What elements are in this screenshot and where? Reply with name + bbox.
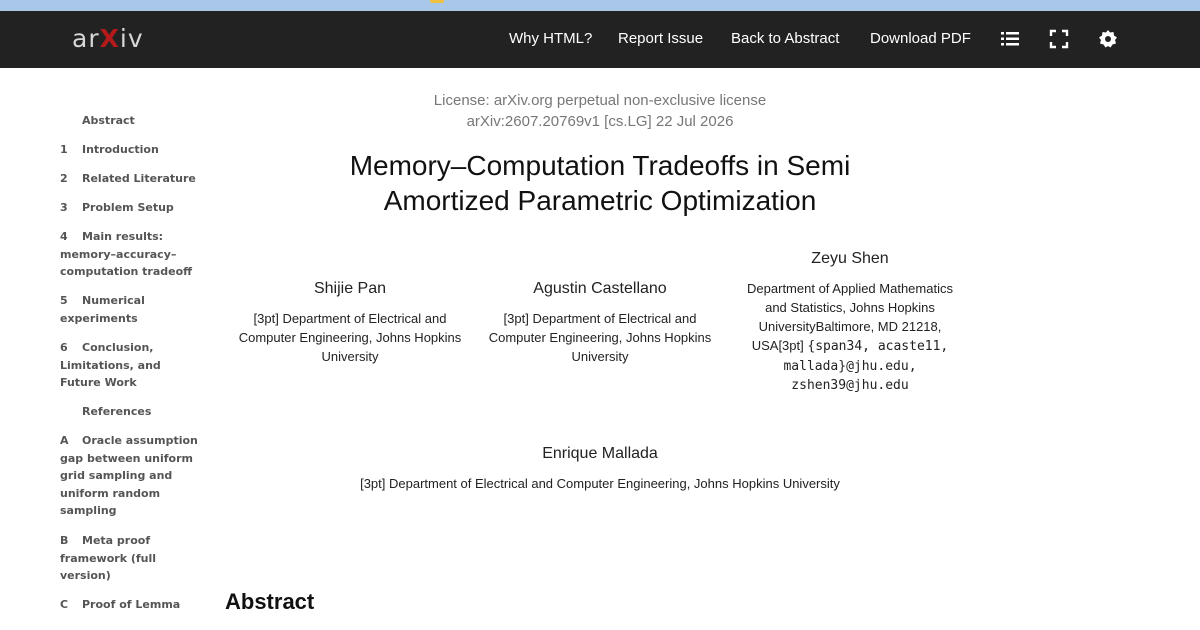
- toc-item-conclusion[interactable]: [60, 339, 200, 392]
- toc-number: 1: [60, 143, 68, 156]
- author-affiliation: [3pt] Department of Electrical and Computer Engineering, Johns Hopkins University: [238, 311, 462, 364]
- arxiv-logo[interactable]: [72, 24, 144, 53]
- toc-label: Abstract: [82, 114, 135, 127]
- banner-text: [430, 0, 448, 6]
- toc-item-appendix-b[interactable]: [60, 532, 200, 585]
- navbar: [0, 11, 1200, 68]
- toc-item-appendix-c[interactable]: [60, 596, 200, 614]
- author-name: Agustin Castellano: [533, 280, 667, 297]
- toc-label: Proof of Lemma: [82, 598, 181, 611]
- paper-title: Memory–Computation Tradeoffs in Semi Amortized Parametric Optimization: [349, 150, 851, 216]
- toc-label: Numerical experiments: [60, 294, 145, 325]
- toc-item-appendix-a[interactable]: [60, 432, 200, 520]
- toc-number: B: [60, 534, 69, 547]
- toc-label: Oracle assumption gap between uniform grid sampling and uniform random sampling: [60, 434, 198, 517]
- toc-item-references[interactable]: [60, 403, 200, 421]
- abstract-heading: Abstract: [225, 589, 315, 614]
- toc-number: 3: [60, 201, 68, 214]
- toc-number: 5: [60, 294, 68, 307]
- author-name: Enrique Mallada: [542, 445, 658, 462]
- toc-number: 6: [60, 341, 68, 354]
- toc-label: References: [82, 405, 152, 418]
- arxiv-id: arXiv:2607.20769v1 [cs.LG] 22 Jul 2026: [466, 113, 734, 130]
- author-name: Shijie Pan: [313, 280, 387, 297]
- author-block: [485, 279, 715, 366]
- license-text: License: arXiv.org perpetual non-exclusive license: [433, 92, 767, 109]
- affiliation-text: Department of Applied Mathematics and Statistics, Johns Hopkins UniversityBaltimore, MD 21218, USA[3pt]: [747, 281, 953, 353]
- toc-item-introduction[interactable]: [60, 141, 200, 159]
- toc-item-main-results[interactable]: [60, 228, 200, 281]
- logo-suffix: iv: [119, 24, 144, 53]
- banner-icon: [430, 0, 444, 3]
- why-html-link[interactable]: Why HTML?: [509, 30, 593, 47]
- toc-label: Related Literature: [82, 172, 196, 185]
- toc-label: Meta proof framework (full version): [60, 534, 157, 582]
- author-name: Zeyu Shen: [811, 250, 889, 267]
- toc-item-numerical-experiments[interactable]: [60, 292, 200, 327]
- toc-number: 2: [60, 172, 68, 185]
- author-emails: {span34, acaste11, mallada}@jhu.edu,: [783, 339, 949, 374]
- author-affiliation: [3pt] Department of Electrical and Computer Engineering, Johns Hopkins University: [488, 311, 712, 364]
- author-affiliation: [3pt] Department of Electrical and Computer Engineering, Johns Hopkins University: [360, 476, 840, 491]
- toc-item-problem-setup[interactable]: [60, 199, 200, 217]
- author-block: [740, 249, 960, 395]
- toc-number: A: [60, 434, 69, 447]
- toc-label: Problem Setup: [82, 201, 174, 214]
- download-pdf-link[interactable]: Download PDF: [870, 30, 971, 47]
- author-affiliation: [740, 279, 960, 395]
- back-to-abstract-link[interactable]: Back to Abstract: [731, 30, 840, 47]
- toc-label: Main results: memory–accuracy–computation tradeoff: [60, 230, 193, 278]
- toc-label: Conclusion, Limitations, and Future Work: [60, 341, 161, 389]
- top-banner: [0, 0, 1200, 11]
- settings-icon[interactable]: [1098, 29, 1118, 49]
- toc-number: 4: [60, 230, 68, 243]
- logo-prefix: ar: [72, 24, 100, 53]
- author-block: [300, 444, 900, 493]
- toc-label: Introduction: [82, 143, 159, 156]
- list-icon[interactable]: [1000, 29, 1020, 49]
- fullscreen-icon[interactable]: [1049, 29, 1069, 49]
- report-issue-link[interactable]: Report Issue: [618, 30, 704, 47]
- toc-item-related-literature[interactable]: [60, 170, 200, 188]
- logo-x: X: [99, 24, 120, 53]
- toc-number: C: [60, 598, 69, 611]
- author-email: zshen39@jhu.edu: [791, 378, 909, 393]
- author-block: [235, 279, 465, 366]
